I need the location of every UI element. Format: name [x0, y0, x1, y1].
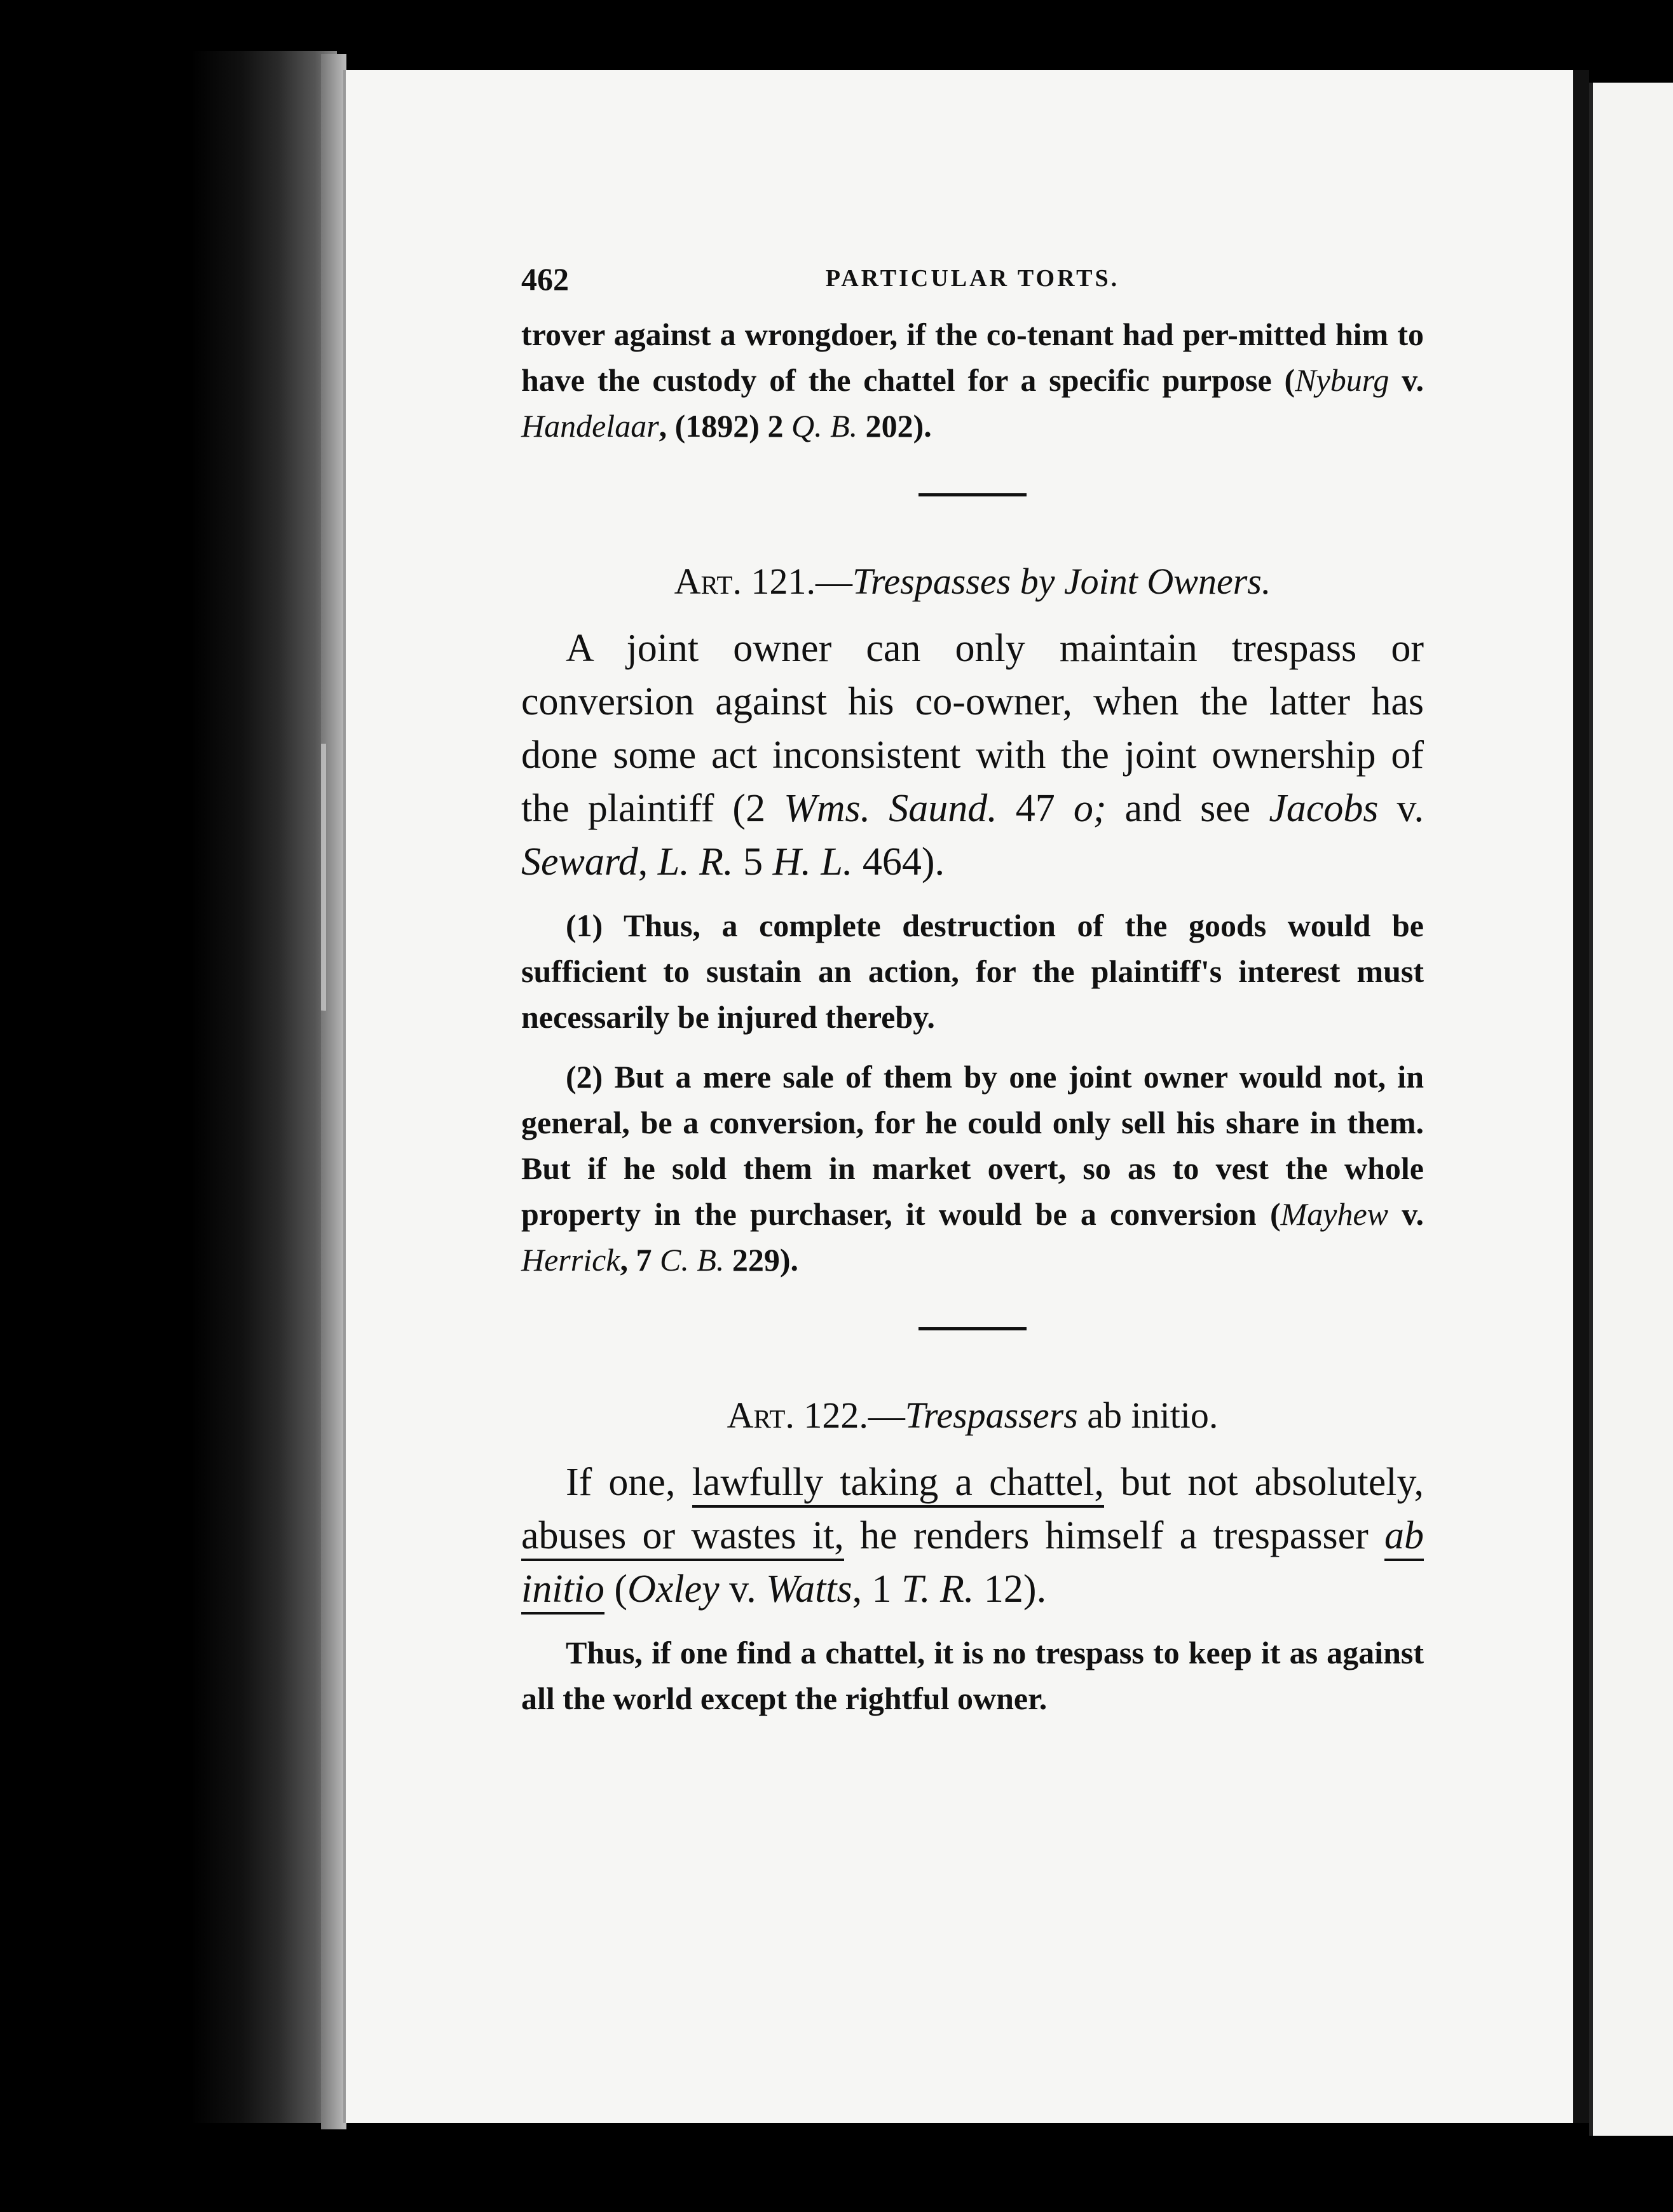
- article-title: Trespasses by Joint Owners.: [852, 561, 1271, 602]
- underlined-phrase: ab initio: [521, 1514, 1424, 1615]
- citation: o;: [1073, 787, 1107, 830]
- article-121-heading: [521, 560, 1424, 603]
- article-label: Art.: [674, 561, 742, 602]
- text: trover against a wrongdoer, if the co-tenant had per-mitted him to have the custody of the chattel for a specific purpose (: [521, 317, 1424, 398]
- text: (2) But a mere sale of them by one joint owner would not, in general, be a conversion, for he could only sell his share in them. But if he sold them in market overt, so as to vest the whole property in the purchaser, it would be a conversion (: [521, 1059, 1424, 1232]
- text: (: [604, 1567, 628, 1611]
- text: 47: [997, 787, 1074, 830]
- article-label: Art.: [727, 1395, 795, 1436]
- text: 5: [733, 840, 773, 884]
- citation: Wms. Saund.: [784, 787, 997, 830]
- section-divider: [918, 493, 1027, 496]
- case-name: Nyburg: [1295, 362, 1390, 398]
- case-name: Mayhew: [1280, 1196, 1388, 1232]
- case-name: Jacobs: [1269, 787, 1379, 830]
- text: but not absolutely,: [1103, 1461, 1424, 1504]
- article-number: 122.—: [794, 1395, 905, 1436]
- case-name: Watts: [766, 1567, 852, 1611]
- margin-mark: [245, 744, 326, 1011]
- page-shadow: [321, 54, 346, 2129]
- text: and see: [1106, 787, 1269, 830]
- article-number: 121.—: [741, 561, 852, 602]
- case-name: Handelaar: [521, 408, 659, 444]
- article-title: Trespassers: [905, 1395, 1078, 1436]
- continuation-paragraph: [521, 311, 1424, 449]
- underlined-phrase: lawfully taking a chattel,: [692, 1461, 1104, 1508]
- report-name: T. R.: [901, 1567, 974, 1611]
- text: A joint owner can only maintain trespass or conversion against his co-owner, when the latter has done some act inconsistent with the joint ownership of the plaintiff (2: [521, 627, 1424, 830]
- text: 12).: [974, 1567, 1047, 1611]
- facing-page: [1589, 83, 1673, 2136]
- report-name: C. B.: [660, 1242, 725, 1278]
- article-121-note-2: [521, 1054, 1424, 1283]
- article-121-note-1: (1) Thus, a complete destruction of the goods would be sufficient to sustain an action, for the plaintiff's interest must necessarily be injured thereby.: [521, 908, 1424, 1035]
- page-content: [521, 261, 1424, 1721]
- running-title: PARTICULAR TORTS.: [825, 265, 1120, 292]
- case-name: Herrick: [521, 1242, 620, 1278]
- text: ,: [638, 840, 658, 884]
- article-title-tail: ab initio.: [1077, 1395, 1219, 1436]
- running-head: [521, 261, 1424, 311]
- report-name: H. L.: [772, 840, 853, 884]
- text: v.: [1378, 787, 1424, 830]
- report-name: Q. B.: [791, 408, 858, 444]
- article-122-heading: [521, 1394, 1424, 1437]
- text: 202).: [857, 408, 932, 444]
- underlined-phrase: abuses or wastes it,: [521, 1514, 844, 1561]
- article-122-note: Thus, if one find a chattel, it is no trespass to keep it as against all the world except the rightful owner.: [521, 1635, 1424, 1716]
- text: he renders himself a trespasser: [843, 1514, 1384, 1557]
- text: 229).: [724, 1242, 799, 1278]
- article-122-rule: [521, 1456, 1424, 1616]
- section-divider: [918, 1327, 1027, 1330]
- report-name: L. R.: [657, 840, 734, 884]
- text: v.: [1388, 1196, 1424, 1232]
- text: v.: [1389, 362, 1424, 398]
- text: , 7: [620, 1242, 660, 1278]
- text: 464).: [852, 840, 945, 884]
- text: If one,: [566, 1461, 692, 1504]
- book-edge: [191, 51, 337, 2123]
- page-number: 462: [521, 261, 569, 297]
- text: , (1892) 2: [659, 408, 791, 444]
- text: , 1: [852, 1567, 902, 1611]
- case-name: Oxley: [627, 1567, 720, 1611]
- case-name: Seward: [521, 840, 638, 884]
- gutter: [1573, 70, 1589, 2123]
- article-121-rule: [521, 622, 1424, 889]
- text: v.: [719, 1567, 767, 1611]
